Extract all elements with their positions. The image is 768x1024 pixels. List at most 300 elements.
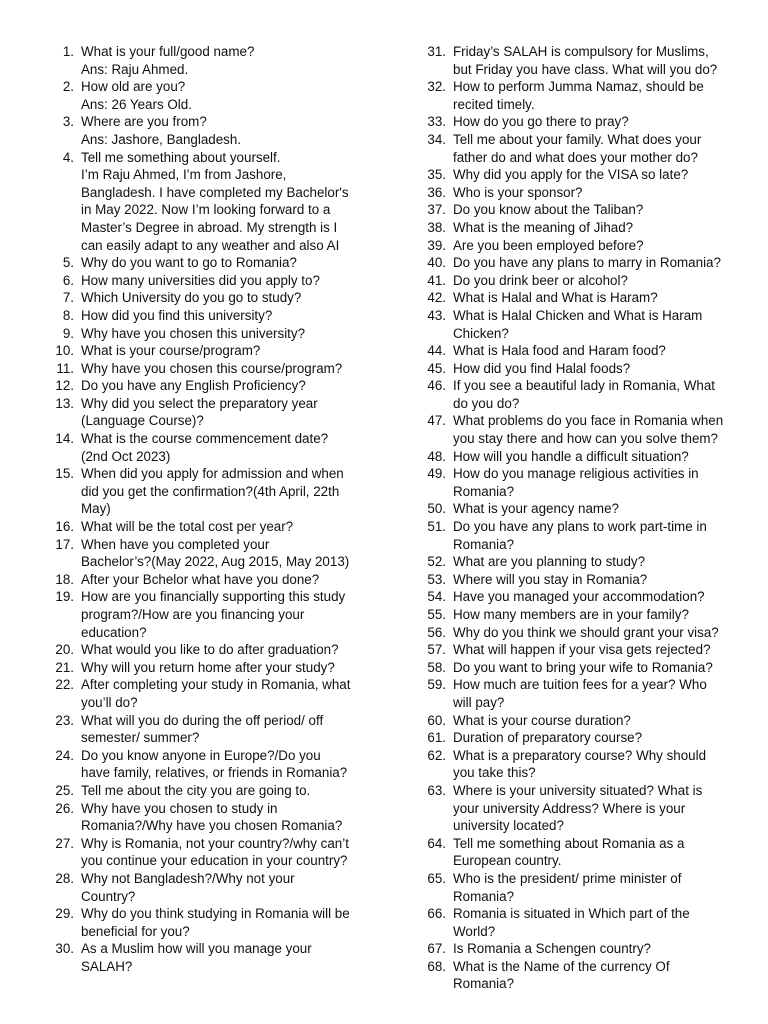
question-line: If you see a beautiful lady in Romania, What [453, 378, 716, 394]
question-item [423, 289, 751, 307]
question-item [423, 448, 751, 466]
question-number: 24. [55, 747, 74, 763]
question-text [81, 149, 384, 255]
question-item [423, 641, 751, 659]
question-line: How are you financially supporting this study [81, 589, 346, 605]
question-item [423, 254, 751, 272]
question-number: 32. [427, 79, 446, 95]
answer-line: semester/ summer? [81, 730, 200, 746]
answer-line: SALAH? [81, 958, 133, 974]
question-number: 55. [427, 607, 446, 622]
question-number: 39. [427, 237, 446, 253]
answer-line: Ans: Raju Ahmed. [81, 61, 189, 77]
answer-line: you’ll do? [81, 694, 138, 710]
question-number: 60. [427, 712, 446, 728]
question-text [81, 659, 384, 677]
question-number: 63. [427, 782, 446, 798]
question-line: What will happen if your visa gets rejected? [453, 642, 711, 658]
question-item [44, 395, 384, 430]
question-text [81, 360, 384, 378]
question-number: 2. [62, 79, 74, 95]
question-text [81, 325, 384, 343]
question-number: 56. [427, 624, 446, 640]
question-text [81, 289, 384, 307]
question-text [453, 747, 751, 782]
question-number: 12. [55, 378, 74, 394]
question-item [44, 325, 384, 343]
answer-line: Romania? [453, 536, 515, 552]
question-text [453, 712, 751, 730]
question-number: 20. [55, 642, 74, 658]
question-text [453, 606, 751, 624]
question-item [44, 940, 384, 975]
question-text [453, 958, 751, 993]
answer-line: Romania? [453, 483, 515, 499]
question-number: 53. [427, 571, 446, 587]
question-line: Why will you return home after your study? [81, 659, 335, 675]
question-item [423, 747, 751, 782]
question-number: 10. [55, 343, 74, 359]
question-number: 46. [427, 378, 446, 394]
question-line: Duration of preparatory course? [453, 730, 643, 746]
question-item [44, 149, 384, 255]
question-number: 22. [55, 677, 74, 693]
question-item [423, 237, 751, 255]
question-number: 47. [427, 413, 446, 429]
question-number: 50. [427, 501, 446, 517]
question-line: Why do you think studying in Romania will be [81, 906, 350, 922]
question-text [81, 342, 384, 360]
question-number: 3. [62, 114, 74, 130]
question-text [453, 307, 751, 342]
question-item [44, 307, 384, 325]
question-line: What would you like to do after graduation? [81, 642, 339, 658]
question-item [44, 43, 384, 78]
question-text [81, 536, 384, 571]
question-number: 23. [55, 712, 74, 728]
question-text [81, 465, 384, 518]
question-text [81, 588, 384, 641]
question-line: What are you planning to study? [453, 554, 646, 570]
answer-line: I’m Raju Ahmed, I’m from Jashore, [81, 167, 287, 183]
answer-line: father do and what does your mother do? [453, 149, 698, 165]
question-line: Why did you apply for the VISA so late? [453, 167, 689, 183]
question-line: Why have you chosen this course/program? [81, 360, 343, 376]
question-item [423, 272, 751, 290]
question-line: What is your course duration? [453, 712, 631, 728]
question-text [81, 113, 384, 148]
question-number: 36. [427, 184, 446, 200]
question-text [453, 940, 751, 958]
question-text [81, 430, 384, 465]
question-item [423, 166, 751, 184]
question-number: 34. [427, 131, 446, 147]
question-line: As a Muslim how will you manage your [81, 941, 312, 957]
question-text [81, 395, 384, 430]
question-line: When did you apply for admission and when [81, 466, 344, 482]
question-item [423, 588, 751, 606]
question-line: How to perform Jumma Namaz, should be [453, 79, 704, 95]
question-line: What problems do you face in Romania when [453, 413, 724, 429]
question-line: Why not Bangladesh?/Why not your [81, 870, 295, 886]
question-line: Why have you chosen this university? [81, 325, 306, 341]
question-number: 40. [427, 255, 446, 271]
question-item [44, 254, 384, 272]
question-line: Tell me about your family. What does your [453, 131, 702, 147]
question-item [44, 571, 384, 589]
question-text [453, 131, 751, 166]
answer-line: but Friday you have class. What will you do? [453, 61, 718, 77]
question-item [44, 782, 384, 800]
question-number: 43. [427, 307, 446, 323]
question-text [81, 571, 384, 589]
question-line: What is Halal Chicken and What is Haram [453, 307, 703, 323]
question-number: 62. [427, 747, 446, 763]
question-line: Friday’s SALAH is compulsory for Muslims, [453, 44, 709, 59]
question-number: 28. [55, 870, 74, 886]
answer-line: Ans: 26 Years Old. [81, 96, 192, 112]
question-item [423, 184, 751, 202]
question-number: 65. [427, 870, 446, 886]
question-line: How do you go there to pray? [453, 114, 629, 130]
question-line: Tell me something about yourself. [81, 149, 281, 165]
question-text [81, 78, 384, 113]
question-text [81, 747, 384, 782]
question-item [423, 78, 751, 113]
question-number: 5. [62, 255, 74, 271]
question-item [44, 518, 384, 536]
question-line: What will be the total cost per year? [81, 519, 294, 535]
question-number: 67. [427, 941, 446, 957]
question-text [81, 254, 384, 272]
answer-line: Bangladesh. I have completed my Bachelor's [81, 184, 349, 200]
question-number: 52. [427, 554, 446, 570]
question-item [44, 712, 384, 747]
question-number: 13. [55, 395, 74, 411]
question-number: 29. [55, 906, 74, 922]
question-text [453, 624, 751, 642]
question-line: Do you have any plans to work part-time in [453, 519, 707, 535]
question-line: After completing your study in Romania, what [81, 677, 351, 693]
question-text [453, 113, 751, 131]
question-number: 41. [427, 272, 446, 288]
answer-line: Master’s Degree in abroad. My strength is I [81, 219, 338, 235]
question-number: 25. [55, 782, 74, 798]
question-number: 27. [55, 835, 74, 851]
question-item [423, 500, 751, 518]
question-text [453, 641, 751, 659]
question-number: 37. [427, 202, 446, 218]
question-number: 33. [427, 114, 446, 130]
question-line: How did you find Halal foods? [453, 360, 631, 376]
question-line: Do you drink beer or alcohol? [453, 272, 628, 288]
question-text [453, 729, 751, 747]
question-text [453, 870, 751, 905]
question-text [81, 800, 384, 835]
question-line: Do you have any plans to marry in Romania? [453, 255, 721, 271]
question-item [44, 588, 384, 641]
question-text [453, 289, 751, 307]
question-item [423, 43, 751, 78]
answer-line: Romania?/Why have you chosen Romania? [81, 818, 343, 834]
answer-line: program?/How are you financing your [81, 607, 305, 622]
answer-line: Ans: Jashore, Bangladesh. [81, 131, 242, 147]
question-item [423, 571, 751, 589]
question-number: 49. [427, 466, 446, 482]
question-line: Do you have any English Proficiency? [81, 378, 306, 394]
question-line: What is the Name of the currency Of [453, 958, 670, 974]
answer-line: have family, relatives, or friends in Romania? [81, 765, 348, 781]
question-number: 8. [62, 307, 74, 323]
question-item [44, 641, 384, 659]
question-number: 16. [55, 519, 74, 535]
question-line: What is your full/good name? [81, 44, 255, 59]
question-line: Where is your university situated? What is [453, 782, 703, 798]
question-list-left [44, 43, 384, 975]
question-number: 59. [427, 677, 446, 693]
question-text [453, 553, 751, 571]
question-number: 51. [427, 519, 446, 535]
question-item [44, 430, 384, 465]
question-number: 48. [427, 448, 446, 464]
question-text [81, 940, 384, 975]
question-line: What is the meaning of Jihad? [453, 219, 634, 235]
question-line: Why do you think we should grant your visa? [453, 624, 719, 640]
question-text [81, 782, 384, 800]
question-item [423, 465, 751, 500]
question-line: Tell me something about Romania as a [453, 835, 685, 851]
question-item [423, 958, 751, 993]
question-line: How do you manage religious activities in [453, 466, 699, 482]
question-text [453, 588, 751, 606]
question-item [44, 342, 384, 360]
question-item [44, 360, 384, 378]
question-text [453, 448, 751, 466]
question-line: Who is your sponsor? [453, 184, 583, 200]
question-text [81, 377, 384, 395]
question-line: Which University do you go to study? [81, 290, 302, 306]
question-line: Why did you select the preparatory year [81, 395, 318, 411]
question-text [453, 465, 751, 500]
question-line: Do you want to bring your wife to Romania? [453, 659, 713, 675]
question-item [423, 729, 751, 747]
question-number: 54. [427, 589, 446, 605]
question-text [453, 43, 751, 78]
question-number: 57. [427, 642, 446, 658]
question-text [453, 500, 751, 518]
question-text [81, 712, 384, 747]
question-item [44, 289, 384, 307]
question-item [423, 905, 751, 940]
question-line: What is Hala food and Haram food? [453, 343, 666, 359]
question-line: What will you do during the off period/ off [81, 712, 324, 728]
question-line: Tell me about the city you are going to. [81, 782, 311, 798]
question-item [423, 360, 751, 378]
question-item [423, 201, 751, 219]
question-line: Why is Romania, not your country?/why can’t [81, 835, 349, 851]
question-line: Are you been employed before? [453, 237, 644, 253]
question-item [423, 782, 751, 835]
question-line: When have you completed your [81, 536, 270, 552]
question-number: 18. [55, 571, 74, 587]
question-text [453, 676, 751, 711]
question-line: How much are tuition fees for a year? Who [453, 677, 707, 693]
question-number: 11. [56, 360, 74, 376]
question-line: What is your agency name? [453, 501, 619, 517]
question-text [81, 905, 384, 940]
answer-line: in May 2022. Now I’m looking forward to a [81, 202, 331, 218]
question-text [453, 659, 751, 677]
question-item [423, 835, 751, 870]
question-number: 7. [62, 290, 74, 306]
question-item [44, 800, 384, 835]
question-number: 66. [427, 906, 446, 922]
question-text [453, 518, 751, 553]
answer-line: you take this? [453, 765, 536, 781]
question-line: Romania is situated in Which part of the [453, 906, 690, 922]
answer-line: Country? [81, 888, 136, 904]
question-number: 19. [55, 589, 74, 605]
question-number: 6. [62, 272, 74, 288]
answer-line: you continue your education in your country? [81, 853, 348, 869]
question-text [453, 166, 751, 184]
question-text [81, 272, 384, 290]
question-list-right [423, 43, 751, 993]
question-number: 26. [55, 800, 74, 816]
question-item [423, 624, 751, 642]
question-text [453, 78, 751, 113]
answer-line: Chicken? [453, 325, 509, 341]
question-item [44, 659, 384, 677]
question-item [44, 905, 384, 940]
question-item [423, 940, 751, 958]
answer-line: do you do? [453, 395, 520, 411]
question-text [453, 342, 751, 360]
question-text [453, 219, 751, 237]
answer-line: beneficial for you? [81, 923, 190, 939]
question-number: 17. [55, 536, 74, 552]
answer-line: May) [81, 501, 111, 517]
question-number: 61. [427, 730, 446, 746]
question-text [453, 272, 751, 290]
question-number: 42. [427, 290, 446, 306]
question-text [81, 676, 384, 711]
question-number: 30. [55, 941, 74, 957]
question-item [423, 412, 751, 447]
question-line: How many universities did you apply to? [81, 272, 320, 288]
answer-line: will pay? [453, 694, 505, 710]
answer-line: European country. [453, 853, 562, 869]
question-item [423, 659, 751, 677]
question-text [81, 835, 384, 870]
question-number: 58. [427, 659, 446, 675]
answer-line: (2nd Oct 2023) [81, 448, 171, 464]
question-line: How many members are in your family? [453, 607, 689, 622]
question-item [44, 113, 384, 148]
answer-line: education? [81, 624, 147, 640]
answer-line: you stay there and how can you solve them? [453, 431, 718, 447]
question-item [423, 676, 751, 711]
question-text [453, 782, 751, 835]
answer-line: university located? [453, 818, 564, 834]
answer-line: can easily adapt to any weather and also AI [81, 237, 340, 253]
question-item [44, 465, 384, 518]
question-number: 1. [62, 44, 74, 59]
question-line: Have you managed your accommodation? [453, 589, 705, 605]
question-number: 38. [427, 219, 446, 235]
question-item [44, 835, 384, 870]
question-item [423, 712, 751, 730]
question-text [81, 43, 384, 78]
answer-line: (Language Course)? [81, 413, 204, 429]
question-item [44, 377, 384, 395]
question-number: 21. [55, 659, 74, 675]
question-line: What is the course commencement date? [81, 431, 329, 447]
question-text [453, 571, 751, 589]
question-item [423, 377, 751, 412]
question-text [453, 184, 751, 202]
answer-line: recited timely. [453, 96, 535, 112]
question-text [81, 307, 384, 325]
question-number: 9. [62, 325, 74, 341]
answer-line: did you get the confirmation?(4th April, 22th [81, 483, 340, 499]
question-item [423, 606, 751, 624]
question-line: How old are you? [81, 79, 186, 95]
question-item [44, 747, 384, 782]
question-item [44, 676, 384, 711]
question-number: 31. [427, 44, 446, 59]
question-item [44, 536, 384, 571]
question-item [44, 870, 384, 905]
question-line: How did you find this university? [81, 307, 273, 323]
question-line: Why do you want to go to Romania? [81, 255, 297, 271]
question-number: 15. [55, 466, 74, 482]
question-text [453, 377, 751, 412]
question-line: What is your course/program? [81, 343, 261, 359]
question-item [44, 272, 384, 290]
question-item [423, 219, 751, 237]
answer-line: Romania? [453, 888, 515, 904]
question-item [423, 113, 751, 131]
question-line: Is Romania a Schengen country? [453, 941, 652, 957]
question-number: 14. [55, 431, 74, 447]
question-number: 45. [427, 360, 446, 376]
question-text [453, 835, 751, 870]
question-item [423, 131, 751, 166]
question-item [423, 870, 751, 905]
question-text [453, 412, 751, 447]
question-line: Who is the president/ prime minister of [453, 870, 682, 886]
answer-line: your university Address? Where is your [453, 800, 686, 816]
question-number: 44. [427, 343, 446, 359]
question-text [453, 905, 751, 940]
question-text [453, 237, 751, 255]
question-line: Do you know about the Taliban? [453, 202, 644, 218]
question-item [423, 553, 751, 571]
answer-line: Romania? [453, 976, 515, 992]
question-line: Where will you stay in Romania? [453, 571, 648, 587]
question-line: Where are you from? [81, 114, 207, 130]
answer-line: Bachelor’s?(May 2022, Aug 2015, May 2013) [81, 554, 350, 570]
question-text [453, 360, 751, 378]
question-line: What is a preparatory course? Why should [453, 747, 707, 763]
question-line: What is Halal and What is Haram? [453, 290, 658, 306]
question-text [81, 641, 384, 659]
question-line: How will you handle a difficult situation? [453, 448, 689, 464]
question-item [423, 307, 751, 342]
question-number: 35. [427, 167, 446, 183]
question-item [44, 78, 384, 113]
